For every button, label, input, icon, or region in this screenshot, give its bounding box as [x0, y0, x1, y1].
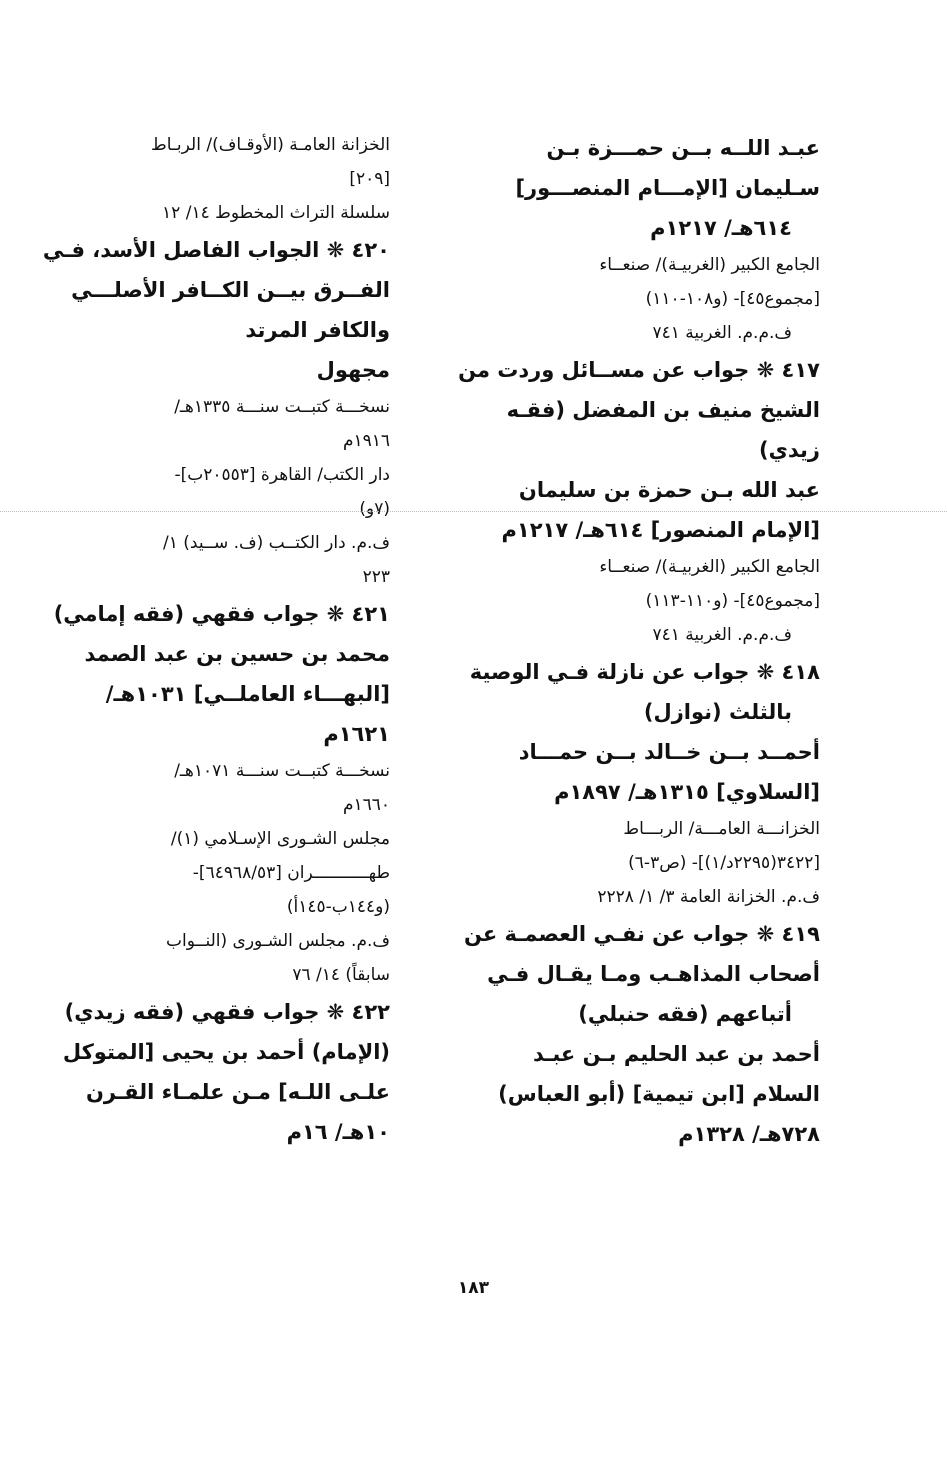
- text-line: أصحاب المذاهـب ومـا يقـال فـي: [487, 962, 820, 986]
- text-line: ١٩١٦م: [342, 431, 390, 451]
- text-line: عبـد اللــه بــن حمـــزة بـن: [546, 136, 820, 160]
- text-line: [الإمام المنصور] ٦١٤هـ/ ١٢١٧م: [501, 518, 820, 542]
- text-line: [السلاوي] ١٣١٥هـ/ ١٨٩٧م: [554, 780, 820, 804]
- text-line: ١٦٦٠م: [342, 795, 390, 815]
- text-line: [٢٠٩]: [349, 169, 390, 189]
- text-line: ف.م.م. الغربية ٧٤١: [652, 625, 792, 645]
- text-line: الفــرق بيــن الكــافر الأصلـــي: [71, 278, 390, 302]
- text-line: ف.م. مجلس الشـورى (النــواب: [165, 931, 390, 951]
- text-line: مجهول: [316, 358, 390, 382]
- text-line: أحمد بن عبد الحليم بـن عبـد: [533, 1042, 820, 1066]
- text-line: [مجموع٤٥]- (و١١٠-١١٣): [645, 591, 820, 611]
- text-line: ٤١٨ ❋ جواب عن نازلة فـي الوصية: [469, 660, 820, 684]
- scan-divider-line: [0, 511, 947, 512]
- text-line: ف.م. دار الكتــب (ف. ســيد) ١/: [163, 533, 390, 553]
- text-line: عبد الله بـن حمزة بن سليمان: [518, 478, 820, 502]
- text-line: ٦١٤هـ/ ١٢١٧م: [650, 216, 792, 240]
- text-line: بالثلث (نوازل): [643, 700, 792, 724]
- text-line: ١٦٢١م: [323, 722, 390, 746]
- text-line: ٤٢٠ ❋ الجواب الفاصل الأسد، فـي: [42, 238, 390, 262]
- text-line: الشيخ منيف بن المفضل (فقـه: [506, 398, 820, 422]
- page-number: ١٨٣: [457, 1278, 490, 1298]
- text-line: نسخـــة كتبــت سنـــة ١٠٧١هـ/: [174, 761, 390, 781]
- text-line: الخزانـــة العامـــة/ الربـــاط: [623, 819, 820, 839]
- text-line: السلام [ابن تيمية] (أبو العباس): [498, 1082, 820, 1106]
- text-line: مجلس الشـورى الإسـلامي (١)/: [170, 829, 390, 849]
- text-line: ١٠هـ/ ١٦م: [286, 1120, 390, 1144]
- text-line: أتباعهم (فقه حنبلي): [578, 1002, 792, 1026]
- text-line: نسخـــة كتبــت سنـــة ١٣٣٥هـ/: [174, 397, 390, 417]
- text-line: [البهـــاء العاملــي] ١٠٣١هـ/: [105, 682, 390, 706]
- text-line: (الإمام) أحمد بن يحيى [المتوكل: [62, 1040, 390, 1064]
- text-line: ٤٢٢ ❋ جواب فقهي (فقه زيدي): [64, 1000, 390, 1024]
- text-line: الجامع الكبير (الغربيـة)/ صنعــاء: [599, 557, 820, 577]
- text-line: علـى اللـه] مـن علمـاء القـرن: [86, 1080, 390, 1104]
- text-line: سـليمان [الإمـــام المنصـــور]: [515, 176, 820, 200]
- text-line: ٧٢٨هـ/ ١٣٢٨م: [678, 1122, 820, 1146]
- text-line: [٣٤٢٢(٢٢٩٥د/١)]- (ص٣-٦): [628, 853, 820, 873]
- text-line: طهـــــــــــران [٦٤٩٦٨/٥٣]-: [192, 863, 390, 883]
- text-line: [مجموع٤٥]- (و١٠٨-١١٠): [645, 289, 820, 309]
- right-column: [458, 128, 820, 1154]
- text-line: سلسلة التراث المخطوط ١٤/ ١٢: [162, 203, 390, 223]
- text-line: ف.م. الخزانة العامة ٣/ ١/ ٢٢٢٨: [597, 887, 820, 907]
- text-line: ٢٢٣: [362, 567, 390, 587]
- text-line: سابقاً) ١٤/ ٧٦: [292, 965, 390, 985]
- text-line: الخزانة العامـة (الأوقـاف)/ الربـاط: [151, 135, 390, 155]
- text-line: أحمــد بــن خــالد بــن حمـــاد: [518, 740, 820, 764]
- text-line: الجامع الكبير (الغربيـة)/ صنعــاء: [599, 255, 820, 275]
- text-line: والكافر المرتد: [245, 318, 390, 342]
- text-line: ٤١٩ ❋ جواب عن نفـي العصمـة عن: [463, 922, 820, 946]
- text-line: زيدي): [759, 438, 820, 462]
- text-line: (و١٤٤ب-١٤٥أ): [286, 897, 390, 917]
- text-line: (٧و): [359, 499, 390, 519]
- left-column: [42, 128, 390, 1152]
- text-line: محمد بن حسين بن عبد الصمد: [84, 642, 390, 666]
- text-line: ٤٢١ ❋ جواب فقهي (فقه إمامي): [53, 602, 390, 626]
- text-line: دار الكتب/ القاهرة [٢٠٥٥٣ب]-: [174, 465, 390, 485]
- text-line: ٤١٧ ❋ جواب عن مســائل وردت من: [458, 358, 820, 382]
- text-line: ف.م.م. الغربية ٧٤١: [652, 323, 792, 343]
